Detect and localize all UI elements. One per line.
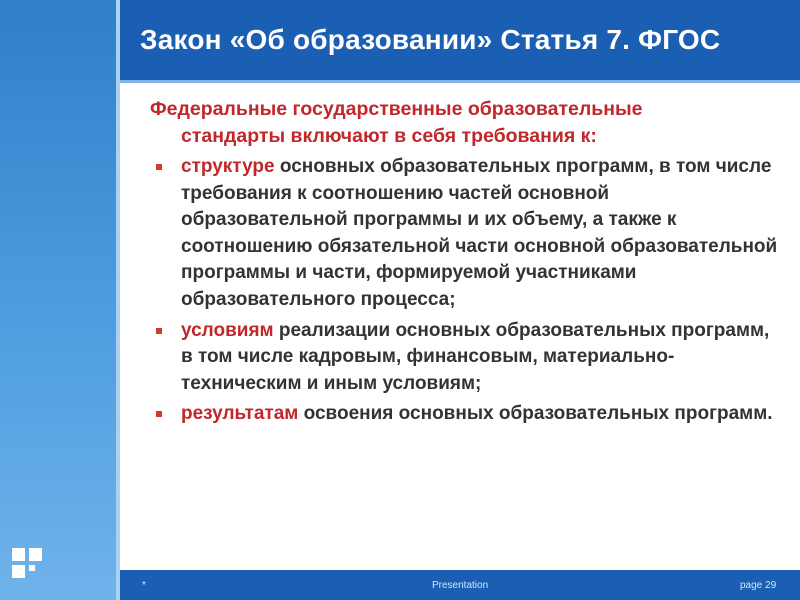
slide-footer bbox=[120, 570, 800, 600]
list-item-results bbox=[150, 401, 780, 428]
footer-marker: * bbox=[142, 580, 146, 591]
list-item-text: освоения основных образовательных программ. bbox=[298, 403, 773, 425]
left-sidebar-decoration bbox=[0, 0, 120, 600]
intro-text bbox=[150, 96, 780, 150]
list-item-keyword: условиям bbox=[181, 319, 274, 341]
list-item-text: реализации основных образовательных программ, в том числе кадровым, финансовым, материально-техническим и иным условиям; bbox=[181, 319, 770, 394]
list-item-keyword: структуре bbox=[181, 156, 275, 177]
bullet-icon bbox=[156, 164, 162, 170]
requirements-list bbox=[150, 154, 780, 428]
list-item-conditions bbox=[150, 318, 780, 398]
list-item-structure bbox=[150, 154, 780, 314]
slide-title: Закон «Об образовании» Статья 7. ФГОС bbox=[140, 24, 721, 55]
template-logo-icon bbox=[12, 548, 48, 584]
list-item-keyword: результатам bbox=[181, 403, 299, 425]
bullet-icon bbox=[156, 328, 162, 334]
page-number: page 29 bbox=[740, 580, 777, 591]
footer-presentation-label: Presentation bbox=[432, 580, 489, 591]
slide-header bbox=[120, 0, 800, 80]
bullet-icon bbox=[156, 411, 162, 417]
slide-content bbox=[150, 96, 780, 556]
list-item-text: основных образовательных программ, в том числе требования к соотношению частей основной образовательной программы и их объему, а также к соотношению обязательной части основной образовательной программы и части, формируемой участниками образовательного процесса; bbox=[181, 156, 778, 310]
intro-line-1: Федеральные государственные образовательные bbox=[150, 98, 643, 120]
intro-line-2: стандарты включают в себя требования к: bbox=[181, 125, 597, 147]
